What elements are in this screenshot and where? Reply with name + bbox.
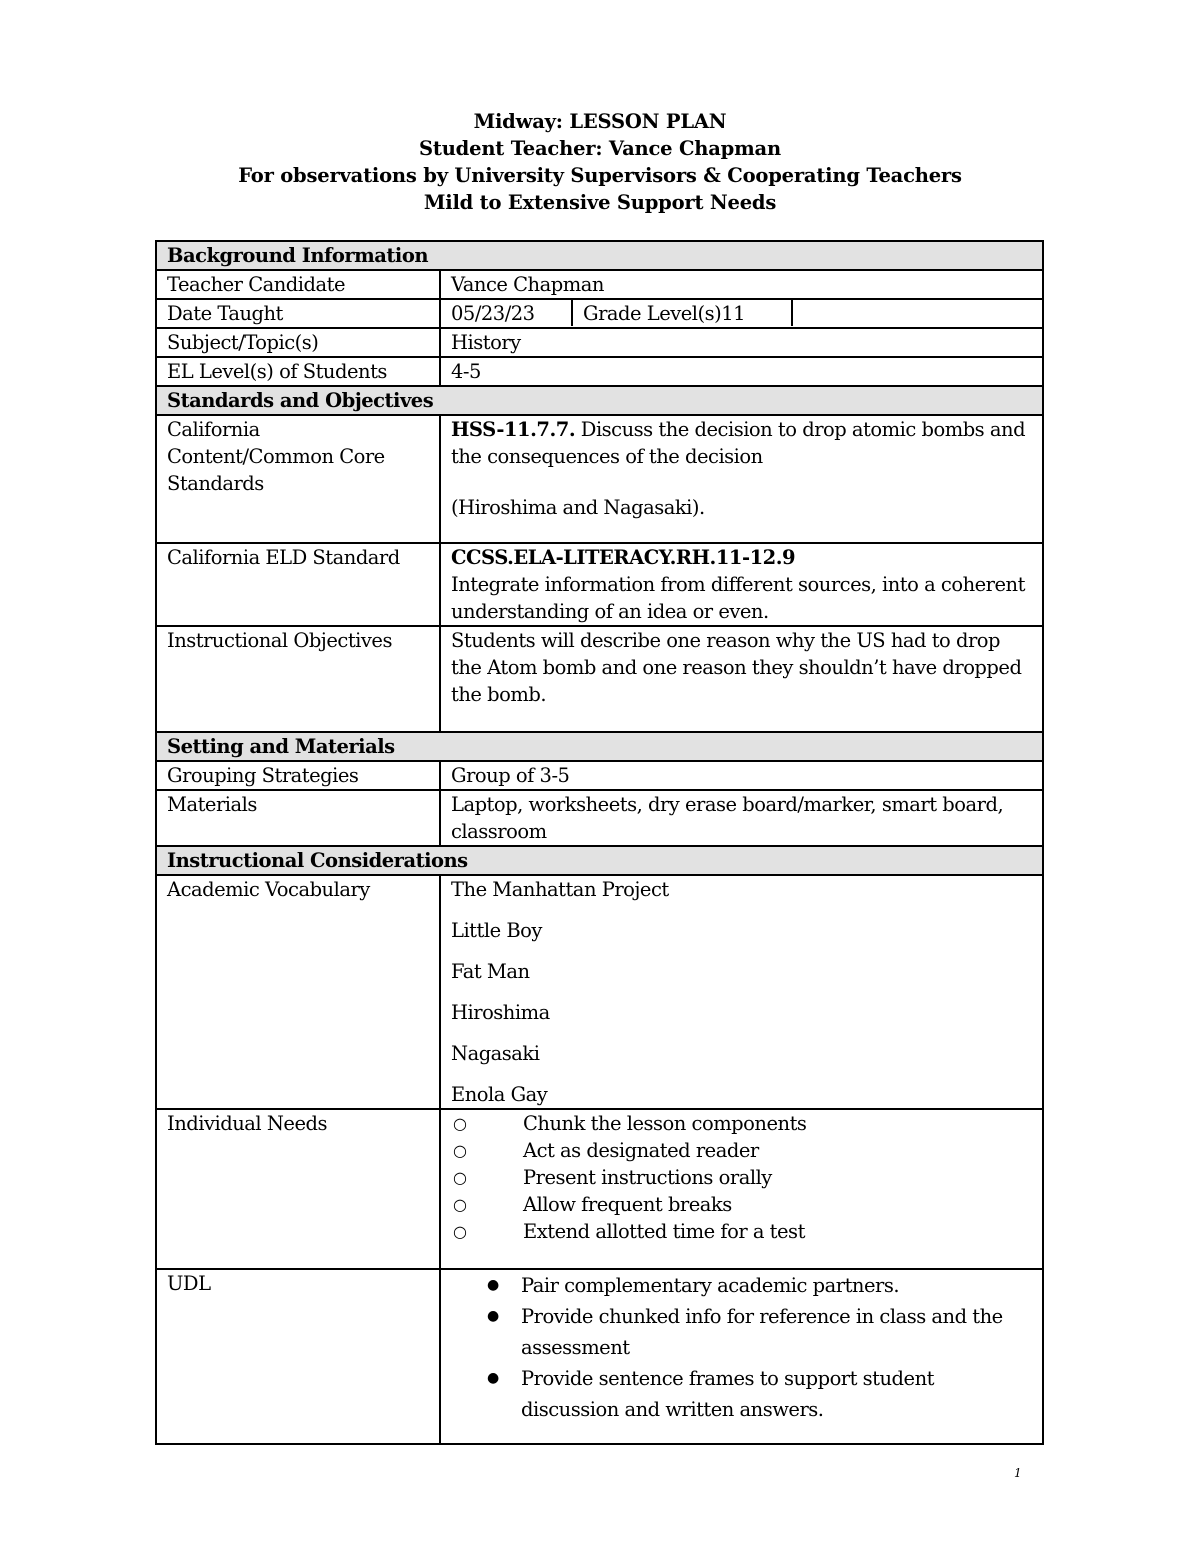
- ca-standard-text: Discuss the decision to drop atomic bombs and the consequences of the decision: [451, 418, 1026, 468]
- date-taught-value: 05/23/23: [441, 300, 573, 326]
- observations-line: For observations by University Supervisors & Cooperating Teachers: [238, 164, 962, 187]
- need-text: Present instructions orally: [523, 1166, 772, 1189]
- lesson-plan-table: [155, 240, 1044, 1445]
- ca-standard-text-2: (Hiroshima and Nagasaki).: [451, 496, 705, 519]
- list-item: [487, 1270, 1032, 1301]
- list-item: [451, 1164, 1032, 1191]
- vocab-list: [440, 875, 1043, 1109]
- eld-standard-value: [440, 543, 1043, 626]
- individual-needs-label: Individual Needs: [156, 1109, 440, 1269]
- list-item: [487, 1301, 1032, 1363]
- section-background: Background Information: [156, 241, 1043, 270]
- udl-text: Provide sentence frames to support student discussion and written answers.: [521, 1367, 934, 1421]
- udl-list: [440, 1269, 1043, 1444]
- list-item: [451, 1137, 1032, 1164]
- vocab-item: Enola Gay: [451, 1083, 548, 1106]
- ca-label-line-1: California: [167, 418, 260, 441]
- vocab-item: Fat Man: [451, 960, 530, 983]
- teacher-candidate-label: Teacher Candidate: [156, 270, 440, 299]
- vocab-item: The Manhattan Project: [451, 878, 669, 901]
- section-considerations: Instructional Considerations: [156, 846, 1043, 875]
- ca-standard-code: HSS-11.7.7.: [451, 418, 576, 441]
- section-setting: Setting and Materials: [156, 732, 1043, 761]
- list-item: [451, 1110, 1032, 1137]
- circle-bullet-icon: ○: [453, 1222, 467, 1241]
- circle-bullet-icon: ○: [453, 1195, 467, 1214]
- udl-text: Provide chunked info for reference in class and the assessment: [521, 1305, 1003, 1359]
- circle-bullet-icon: ○: [453, 1168, 467, 1187]
- subject-label: Subject/Topic(s): [156, 328, 440, 357]
- objectives-label: Instructional Objectives: [156, 626, 440, 732]
- ca-label-line-2: Content/Common Core: [167, 445, 385, 468]
- document-header: [0, 108, 1200, 216]
- circle-bullet-icon: ○: [453, 1114, 467, 1133]
- dot-bullet-icon: ●: [487, 1277, 499, 1293]
- vocab-label: Academic Vocabulary: [156, 875, 440, 1109]
- el-level-value: 4-5: [440, 357, 1043, 386]
- materials-label: Materials: [156, 790, 440, 846]
- vocab-item: Hiroshima: [451, 1001, 550, 1024]
- individual-needs-list: [440, 1109, 1043, 1269]
- grouping-value: Group of 3-5: [440, 761, 1043, 790]
- list-item: [451, 1191, 1032, 1218]
- vocab-item: Little Boy: [451, 919, 542, 942]
- list-item: [451, 1218, 1032, 1245]
- empty-cell: [793, 300, 1042, 326]
- grade-level-value: 11: [721, 302, 746, 325]
- vocab-item: Nagasaki: [451, 1042, 540, 1065]
- ca-standards-value: [440, 415, 1043, 543]
- eld-standard-label: California ELD Standard: [156, 543, 440, 626]
- udl-label: UDL: [156, 1269, 440, 1444]
- eld-standard-text: Integrate information from different sources, into a coherent understanding of an idea or even.: [451, 573, 1025, 623]
- materials-value: Laptop, worksheets, dry erase board/marker, smart board, classroom: [440, 790, 1043, 846]
- grade-level-cell: [573, 300, 793, 326]
- need-text: Allow frequent breaks: [523, 1193, 732, 1216]
- need-text: Extend allotted time for a test: [523, 1220, 805, 1243]
- dot-bullet-icon: ●: [487, 1308, 499, 1324]
- grouping-label: Grouping Strategies: [156, 761, 440, 790]
- eld-standard-code: CCSS.ELA-LITERACY.RH.11-12.9: [451, 546, 796, 569]
- ca-standards-label: [156, 415, 440, 543]
- list-item: [487, 1363, 1032, 1425]
- grade-level-label: Grade Level(s): [583, 302, 722, 325]
- date-taught-label: Date Taught: [156, 299, 440, 328]
- circle-bullet-icon: ○: [453, 1141, 467, 1160]
- support-needs-line: Mild to Extensive Support Needs: [423, 191, 777, 214]
- title-line: Midway: LESSON PLAN: [473, 110, 727, 133]
- objectives-value: Students will describe one reason why the US had to drop the Atom bomb and one reason they shouldn’t have dropped the bomb.: [440, 626, 1043, 732]
- ca-label-line-3: Standards: [167, 472, 264, 495]
- udl-text: Pair complementary academic partners.: [521, 1274, 900, 1297]
- need-text: Chunk the lesson components: [523, 1112, 807, 1135]
- dot-bullet-icon: ●: [487, 1370, 499, 1386]
- subject-value: History: [440, 328, 1043, 357]
- section-standards: Standards and Objectives: [156, 386, 1043, 415]
- el-level-label: EL Level(s) of Students: [156, 357, 440, 386]
- teacher-candidate-value: Vance Chapman: [440, 270, 1043, 299]
- page-number: 1: [1014, 1466, 1022, 1480]
- need-text: Act as designated reader: [523, 1139, 759, 1162]
- date-grade-cell: [440, 299, 1043, 328]
- student-teacher-line: Student Teacher: Vance Chapman: [419, 137, 781, 160]
